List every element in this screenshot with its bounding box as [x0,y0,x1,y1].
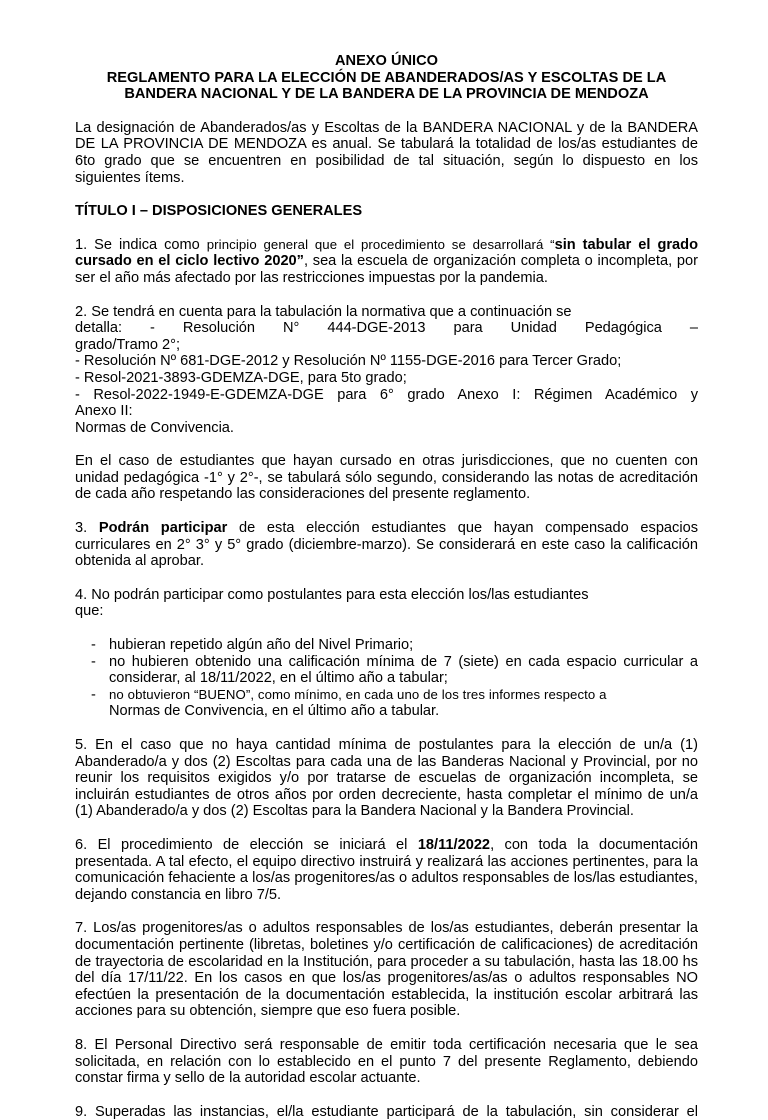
item-7: 7. Los/as progenitores/as o adultos responsables de los/as estudiantes, deberán presentar la documentación pertinente (libretas, boletines y/o certificación de calificaciones) de acreditación de trayectoria de escolaridad en la Institución, para proceder a su tabulación, hasta las 18.00 hs del día 17/11/22. En los casos en que los/as progenitores/as/as o adultos responsables NO efectúen la presentación de la documentación establecida, la institución escolar arbitrará las acciones para su obtención, siempre que eso fuera posible. [75,920,698,1020]
list-item [75,654,698,687]
item-8: 8. El Personal Directivo será responsable de emitir toda certificación necesaria que le sea solicitada, en relación con lo establecido en el punto 7 del presente Reglamento, debiendo constar firma y sello de la autoridad escolar actuante. [75,1036,698,1087]
item-4 [75,587,698,720]
list-item-text: Normas de Convivencia, en el último año a tabular. [109,703,440,720]
item-2-line: - Resol-2021-3893-GDEMZA-DGE, para 5to grado; [75,369,407,386]
item-3-rest: de esta elección estudiantes que hayan compensado espacios curriculares en 2° 3° y 5° grado (diciembre-marzo). Se considerará en este caso la calificación obtenida al aprobar. [75,520,699,570]
list-item [75,687,698,720]
item-3-emphasis: Podrán participar [98,520,228,537]
item-4-line: que: [75,603,104,620]
regulation-title-line-1: REGLAMENTO PARA LA ELECCIÓN DE ABANDERADOS/AS Y ESCOLTAS DE LA [106,69,667,86]
intro-paragraph: La designación de Abanderados/as y Escoltas de la BANDERA NACIONAL y de la BANDERA DE LA PROVINCIA DE MENDOZA es anual. Se tabulará la totalidad de los/as estudiantes de 6to grado que se encuentren en posibilidad de tal situación, según lo dispuesto en los siguientes ítems. [75,119,698,186]
item-2-line: detalla: - Resolución N° 444-DGE-2013 para Unidad Pedagógica – [75,320,698,337]
list-dash: - [91,637,96,654]
document-page [75,53,698,1120]
item-2 [75,304,698,437]
item-6-date: 18/11/2022 [417,836,491,853]
item-4-list [75,637,698,720]
item-1-rest: , sea la escuela de organización completa o incompleta, por ser el año más afectado por las restricciones impuestas por la pandemia. [75,253,698,286]
other-jurisdictions-paragraph: En el caso de estudiantes que hayan cursado en otras jurisdicciones, que no cuenten con unidad pedagógica -1° y 2°-, se tabulará sólo segundo, considerando las notas de acreditación de cada año respetando las consideraciones del presente reglamento. [75,453,698,503]
item-1-principle: principio general que el procedimiento se desarrollará “ [206,236,555,252]
list-item-text: hubieran repetido algún año del Nivel Primario; [109,637,414,654]
item-1-number: 1. Se indica como [75,236,207,253]
item-6 [75,837,698,903]
list-dash: - [91,686,96,703]
list-dash: - [91,653,96,670]
item-1-emphasis: sin tabular el grado cursado en el ciclo lectivo 2020” [75,236,698,270]
section-title: TÍTULO I – DISPOSICIONES GENERALES [75,203,363,220]
item-9: 9. Superadas las instancias, el/la estudiante participará de la tabulación, sin considerar el [75,1103,698,1120]
item-2-line: Normas de Convivencia. [75,419,234,436]
item-2-line: grado/Tramo 2°; [75,336,181,353]
list-item-text: no obtuvieron “BUENO”, como mínimo, en cada uno de los tres informes respecto a [109,686,607,702]
list-item-text: no hubieren obtenido una calificación mínima de 7 (siete) en cada espacio curricular a considerar, al 18/11/2022, en el último año a tabular; [109,653,698,687]
item-6-start: 6. El procedimiento de elección se iniciará el [75,836,418,853]
item-6-rest: , con toda la documentación presentada. A tal efecto, el equipo directivo instruirá y realizará las acciones pertinentes, para la comunicación fehaciente a los/as progenitores/as o adultos responsables de los/las estudiantes, dejando constancia en libro 7/5. [75,836,698,903]
item-2-line: 2. Se tendrá en cuenta para la tabulación la normativa que a continuación se [75,303,572,320]
regulation-title-line-2: BANDERA NACIONAL Y DE LA BANDERA DE LA PROVINCIA DE MENDOZA [124,86,649,103]
list-item [75,637,698,654]
item-5: 5. En el caso que no haya cantidad mínima de postulantes para la elección de un/a (1) Abanderado/a y dos (2) Escoltas para cada una de las Banderas Nacional y Provincial, por no reunir los requisitos exigidos y/o por tratarse de escuelas de organización incompleta, se incluirán estudiantes de otros años por orden decreciente, hasta completar el mínimo de un/a (1) Abanderado/a y dos (2) Escoltas para la Bandera Nacional y la Bandera Provincial. [75,737,698,820]
item-3-number: 3. [75,520,99,537]
item-1 [75,237,698,287]
item-2-line: - Resol-2022-1949-E-GDEMZA-DGE para 6° grado Anexo I: Régimen Académico y [75,386,698,403]
item-2-line: - Resolución Nº 681-DGE-2012 y Resolución Nº 1155-DGE-2016 para Tercer Grado; [75,353,622,370]
item-3 [75,520,698,570]
item-2-line: Anexo II: [75,403,133,420]
annex-heading: ANEXO ÚNICO [335,53,438,69]
item-4-line: 4. No podrán participar como postulantes para esta elección los/las estudiantes [75,586,589,603]
